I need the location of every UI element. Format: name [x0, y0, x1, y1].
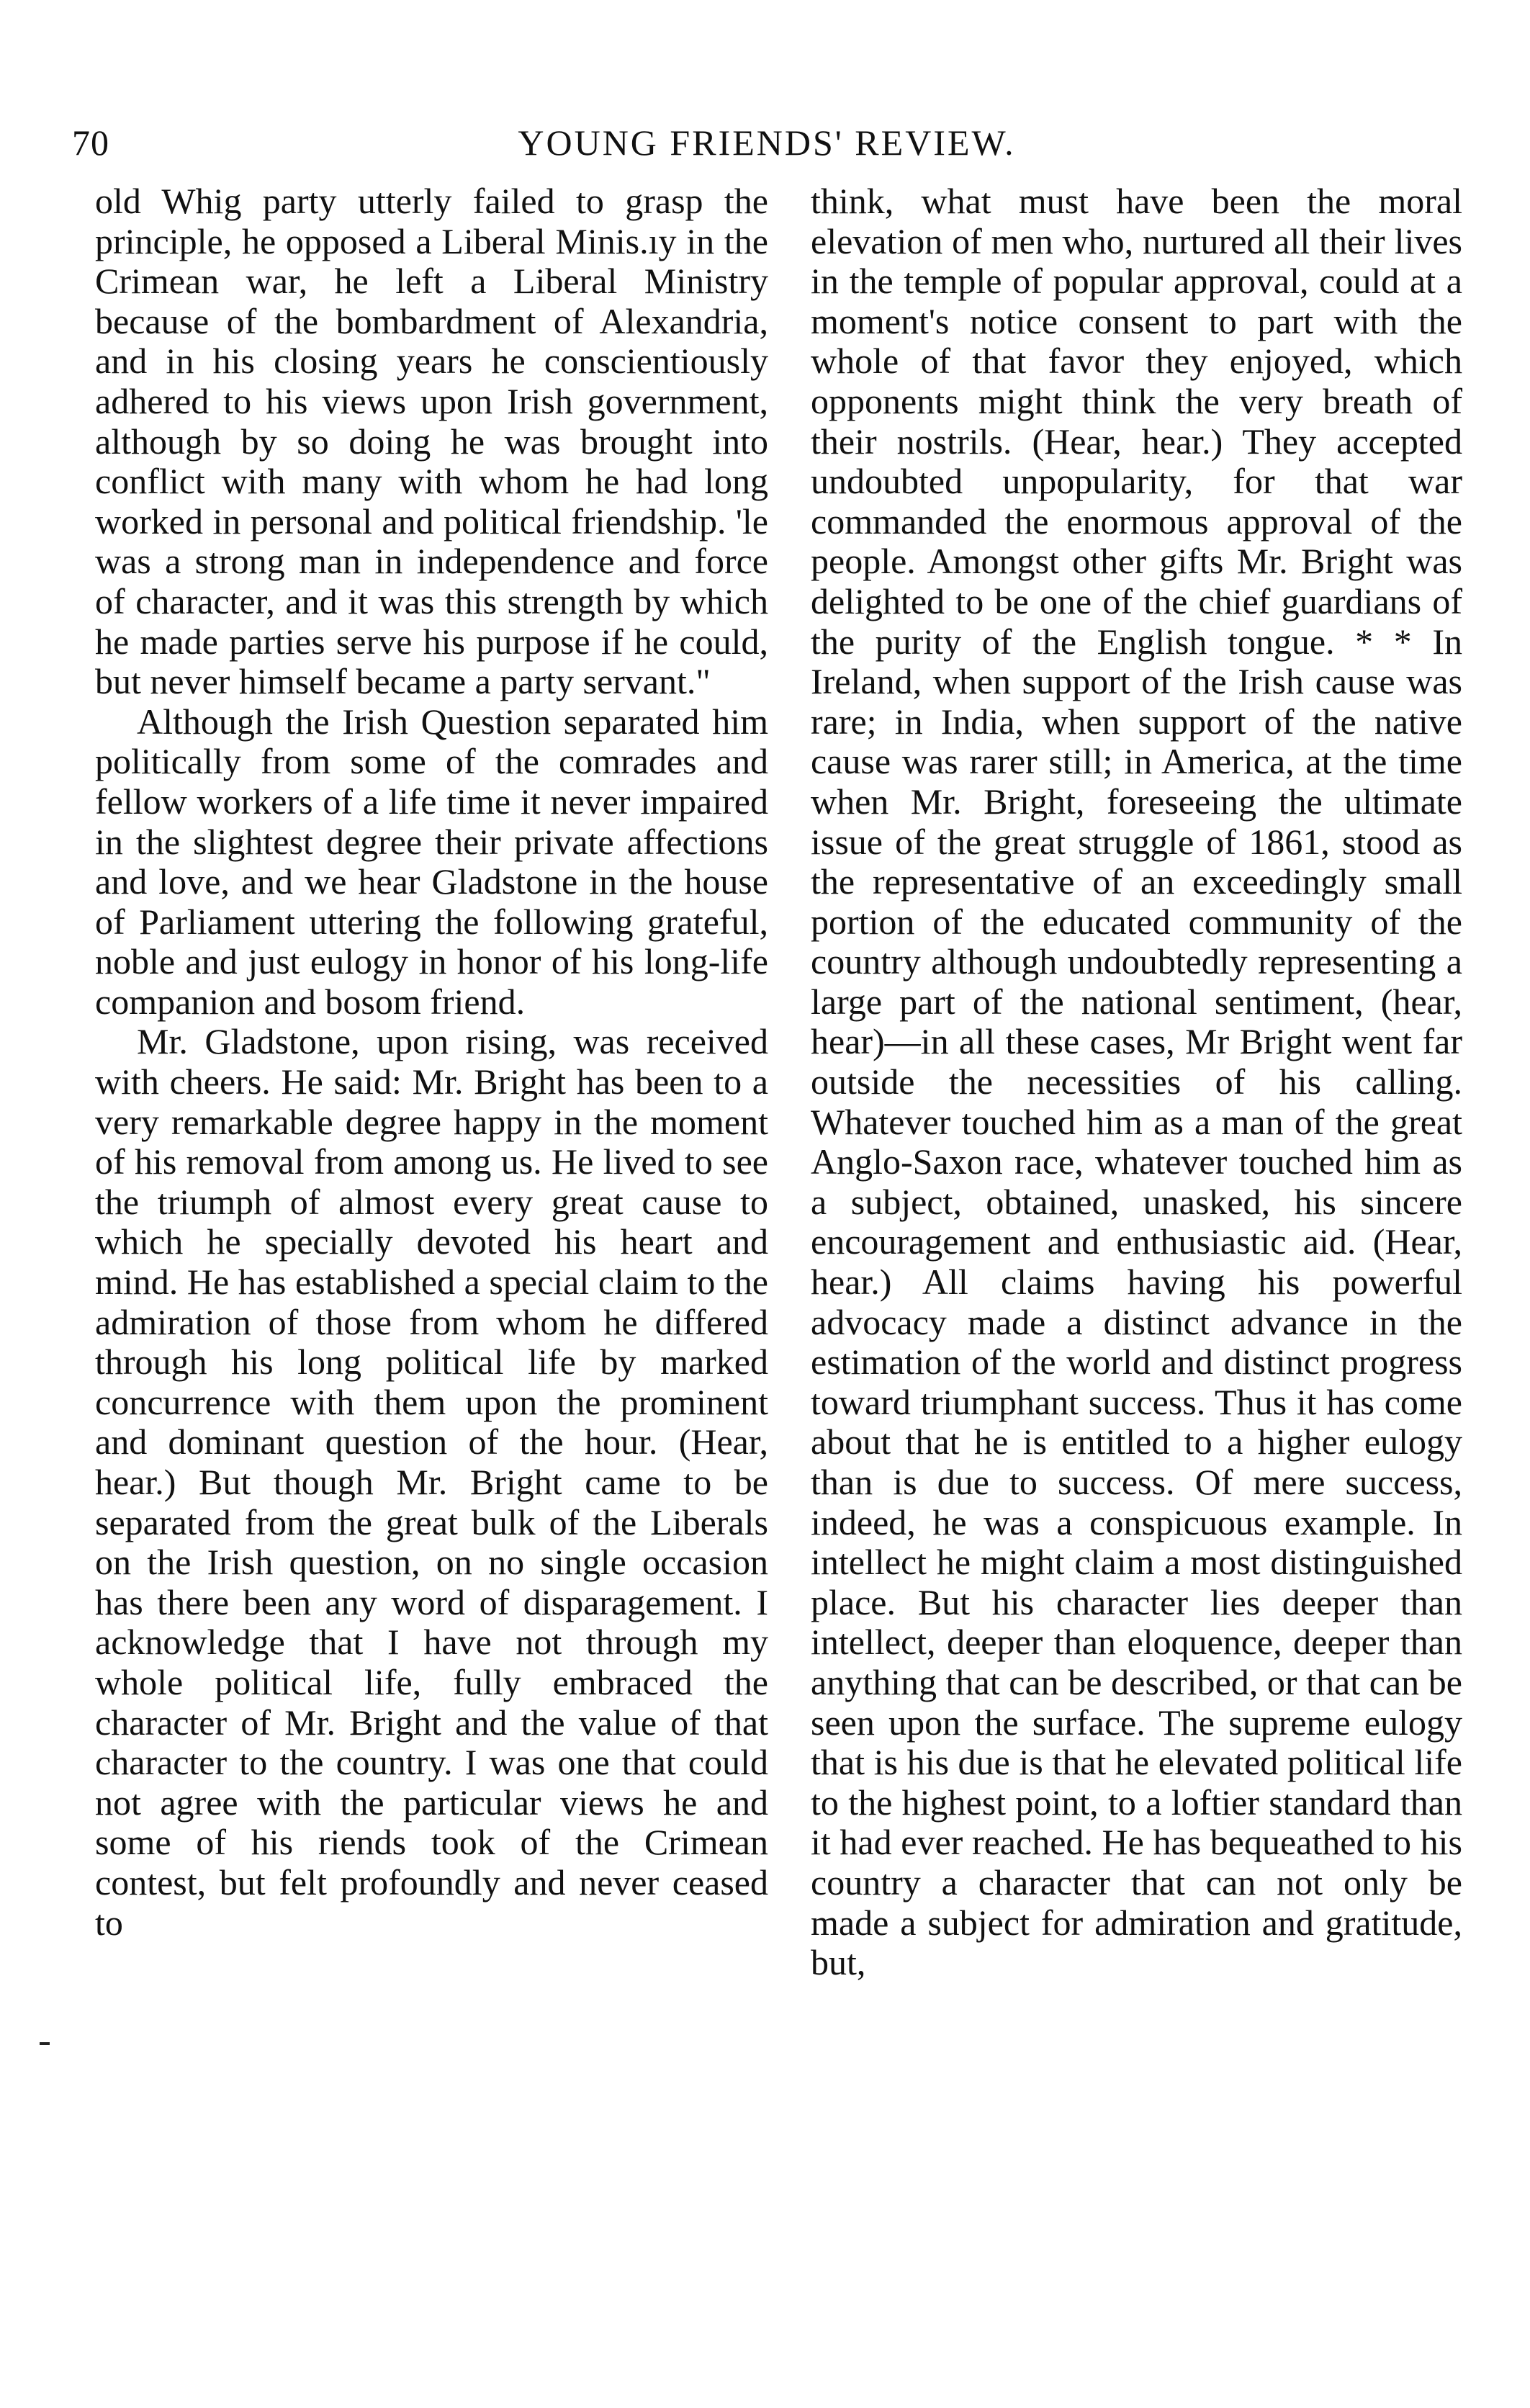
right-column [811, 181, 1462, 1983]
margin-mark [40, 2042, 50, 2045]
page-number: 70 [72, 122, 109, 163]
paragraph: think, what must have been the moral elevation of men who, nurtured all their lives in the temple of popular approval, could at a moment's notice consent to part with the whole of that favor they enjoyed, which opponents might think the very breath of their nostrils. (Hear, hear.) They accepted undoubted unpopularity, for that war commanded the enormous approval of the people. Amongst other gifts Mr. Bright was delighted to be one of the chief guardians of the purity of the English tongue. * * In Ireland, when support of the Irish cause was rare; in India, when support of the native cause was rarer still; in America, at the time when Mr. Bright, foreseeing the ultimate issue of the great struggle of 1861, stood as the representative of an exceedingly small portion of the educated community of the country although undoubtedly representing a large part of the national sentiment, (hear, hear)—in all these cases, Mr Bright went far outside the necessities of his calling. Whatever touched him as a man of the great Anglo-Saxon race, whatever touched him as a subject, obtained, unasked, his sincere encouragement and enthusiastic aid. (Hear, hear.) All claims having his powerful advocacy made a distinct advance in the estimation of the world and distinct progress toward triumphant success. Thus it has come about that he is entitled to a higher eulogy than is due to success. Of mere success, indeed, he was a conspicuous example. In intellect he might claim a most distinguished place. But his character lies deeper than intellect, deeper than eloquence, deeper than anything that can be described, or that can be seen upon the surface. The supreme eulogy that is his due is that he elevated political life to the highest point, to a loftier standard than it had ever reached. He has bequeathed to his country a character that can not only be made a subject for admiration and gratitude, but, [811, 181, 1462, 1983]
page-header [72, 121, 1462, 171]
left-column [95, 181, 768, 1943]
paragraph: Mr. Gladstone, upon rising, was received with cheers. He said: Mr. Bright has been to a very remarkable degree happy in the moment of his removal from among us. He lived to see the triumph of almost every great cause to which he specially devoted his heart and mind. He has established a special claim to the admiration of those from whom he differed through his long political life by marked concurrence with them upon the prominent and dominant question of the hour. (Hear, hear.) But though Mr. Bright came to be separated from the great bulk of the Liberals on the Irish question, on no single occasion has there been any word of disparagement. I acknowledge that I have not through my whole political life, fully embraced the character of Mr. Bright and the value of that character to the country. I was one that could not agree with the particular views he and some of his riends took of the Crimean contest, but felt profoundly and never ceased to [95, 1021, 768, 1943]
paragraph: old Whig party utterly failed to grasp the principle, he opposed a Liberal Minis.ıy in the Crimean war, he left a Liberal Ministry because of the bombardment of Alexandria, and in his closing years he conscientiously adhered to his views upon Irish government, although by so doing he was brought into conflict with many with whom he had long worked in personal and political friendship. 'le was a strong man in independence and force of character, and it was this strength by which he made parties serve his purpose if he could, but never himself became a party servant." [95, 181, 768, 702]
running-title: YOUNG FRIENDS' REVIEW. [518, 122, 1016, 163]
paragraph: Although the Irish Question separated him politically from some of the comrades and fellow workers of a life time it never impaired in the slightest degree their private affections and love, and we hear Gladstone in the house of Parliament uttering the following grateful, noble and just eulogy in honor of his long-life companion and bosom friend. [95, 701, 768, 1022]
